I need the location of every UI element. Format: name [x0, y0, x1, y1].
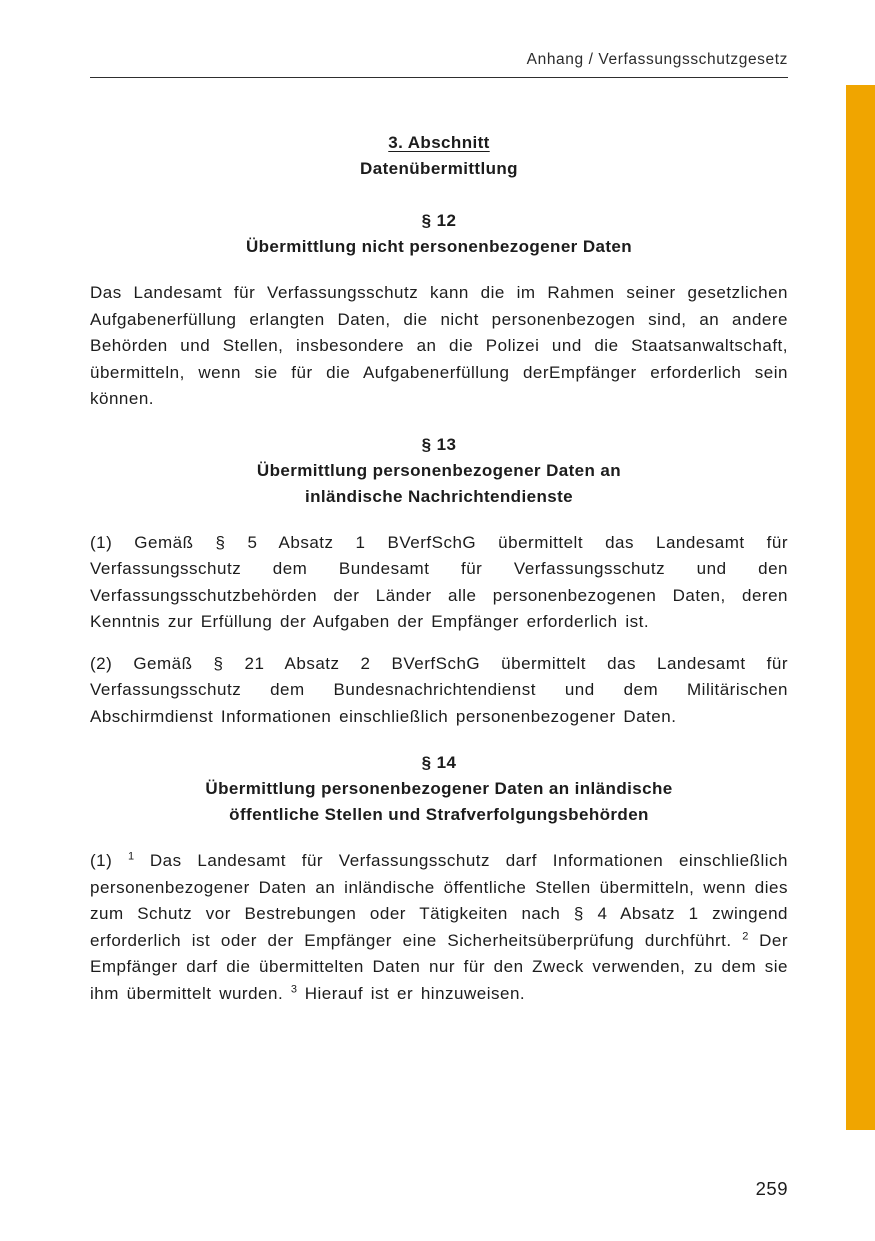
superscript-marker: 3 — [290, 982, 298, 995]
paragraph-text: (1) — [90, 851, 129, 870]
section-title: öffentliche Stellen und Strafverfolgungsbehörden — [229, 805, 649, 824]
chapter-number: 3. Abschnitt — [388, 133, 490, 152]
section-12 — [90, 208, 788, 413]
accent-bar — [846, 85, 875, 1130]
chapter-heading — [90, 130, 788, 182]
paragraph: (2) Gemäß § 21 Absatz 2 BVerfSchG übermittelt das Landesamt für Verfassungsschutz dem Bundesnachrichtendienst und dem Militärischen Abschirmdienst Informationen einschließlich personenbezogener Daten. — [90, 653, 788, 726]
section-title: Übermittlung personenbezogener Daten an — [256, 460, 622, 480]
paragraph: (1) Gemäß § 5 Absatz 1 BVerfSchG übermittelt das Landesamt für Verfassungsschutz dem Bundesamt für Verfassungsschutz und den Verfassungsschutzbehörden der Länder alle personenbezogenen Daten, deren Kenntnis zur Erfüllung der Aufgaben der Empfänger erforderlich ist. — [90, 532, 788, 631]
paragraph: Das Landesamt für Verfassungsschutz kann die im Rahmen seiner gesetzlichen Aufgabenerfüllung erlangten Daten, die nicht personenbezogen sind, an andere Behörden und Stellen, insbesondere an die Polizei und die Staatsanwaltschaft, übermitteln, wenn sie für die Aufgabenerfüllung derEmpfänger erforderlich sein können. — [90, 283, 788, 408]
section-number: § 12 — [421, 211, 457, 230]
section-title: Übermittlung personenbezogener Daten an inländische — [205, 779, 673, 798]
page-header — [90, 0, 788, 78]
header-rule — [90, 77, 788, 78]
superscript-marker: 1 — [128, 850, 135, 863]
section-title: inländische Nachrichtendienste — [304, 486, 573, 506]
section-number: § 13 — [421, 434, 457, 454]
header-title: Anhang / Verfassungsschutzgesetz — [526, 51, 788, 68]
paragraph-text: Das Landesamt für Verfassungsschutz darf Informationen einschließlich personenbezogener Daten an inländische öffentliche Stellen übermitteln, wenn dies zum Schutz vor Bestrebungen oder Tätigkeiten nach § 4 Absatz 1 zwingend erforderlich ist oder der Empfänger eine Sicherheitsüberprüfung durchführt. — [90, 851, 788, 950]
paragraph — [90, 848, 788, 1007]
section-14 — [90, 750, 788, 1007]
page-number: 259 — [755, 1178, 788, 1199]
content — [90, 0, 788, 1007]
chapter-title: Datenübermittlung — [360, 159, 518, 178]
paragraph-text: Hierauf ist er hinzuweisen. — [297, 983, 526, 1003]
superscript-marker: 2 — [742, 929, 749, 942]
section-title: Übermittlung nicht personenbezogener Daten — [245, 237, 633, 256]
section-13 — [90, 432, 788, 731]
section-number: § 14 — [421, 753, 457, 772]
paragraph-text: Der Empfänger darf die übermittelten Daten nur für den Zweck verwenden, zu dem sie ihm übermittelt wurden. — [90, 930, 788, 1003]
